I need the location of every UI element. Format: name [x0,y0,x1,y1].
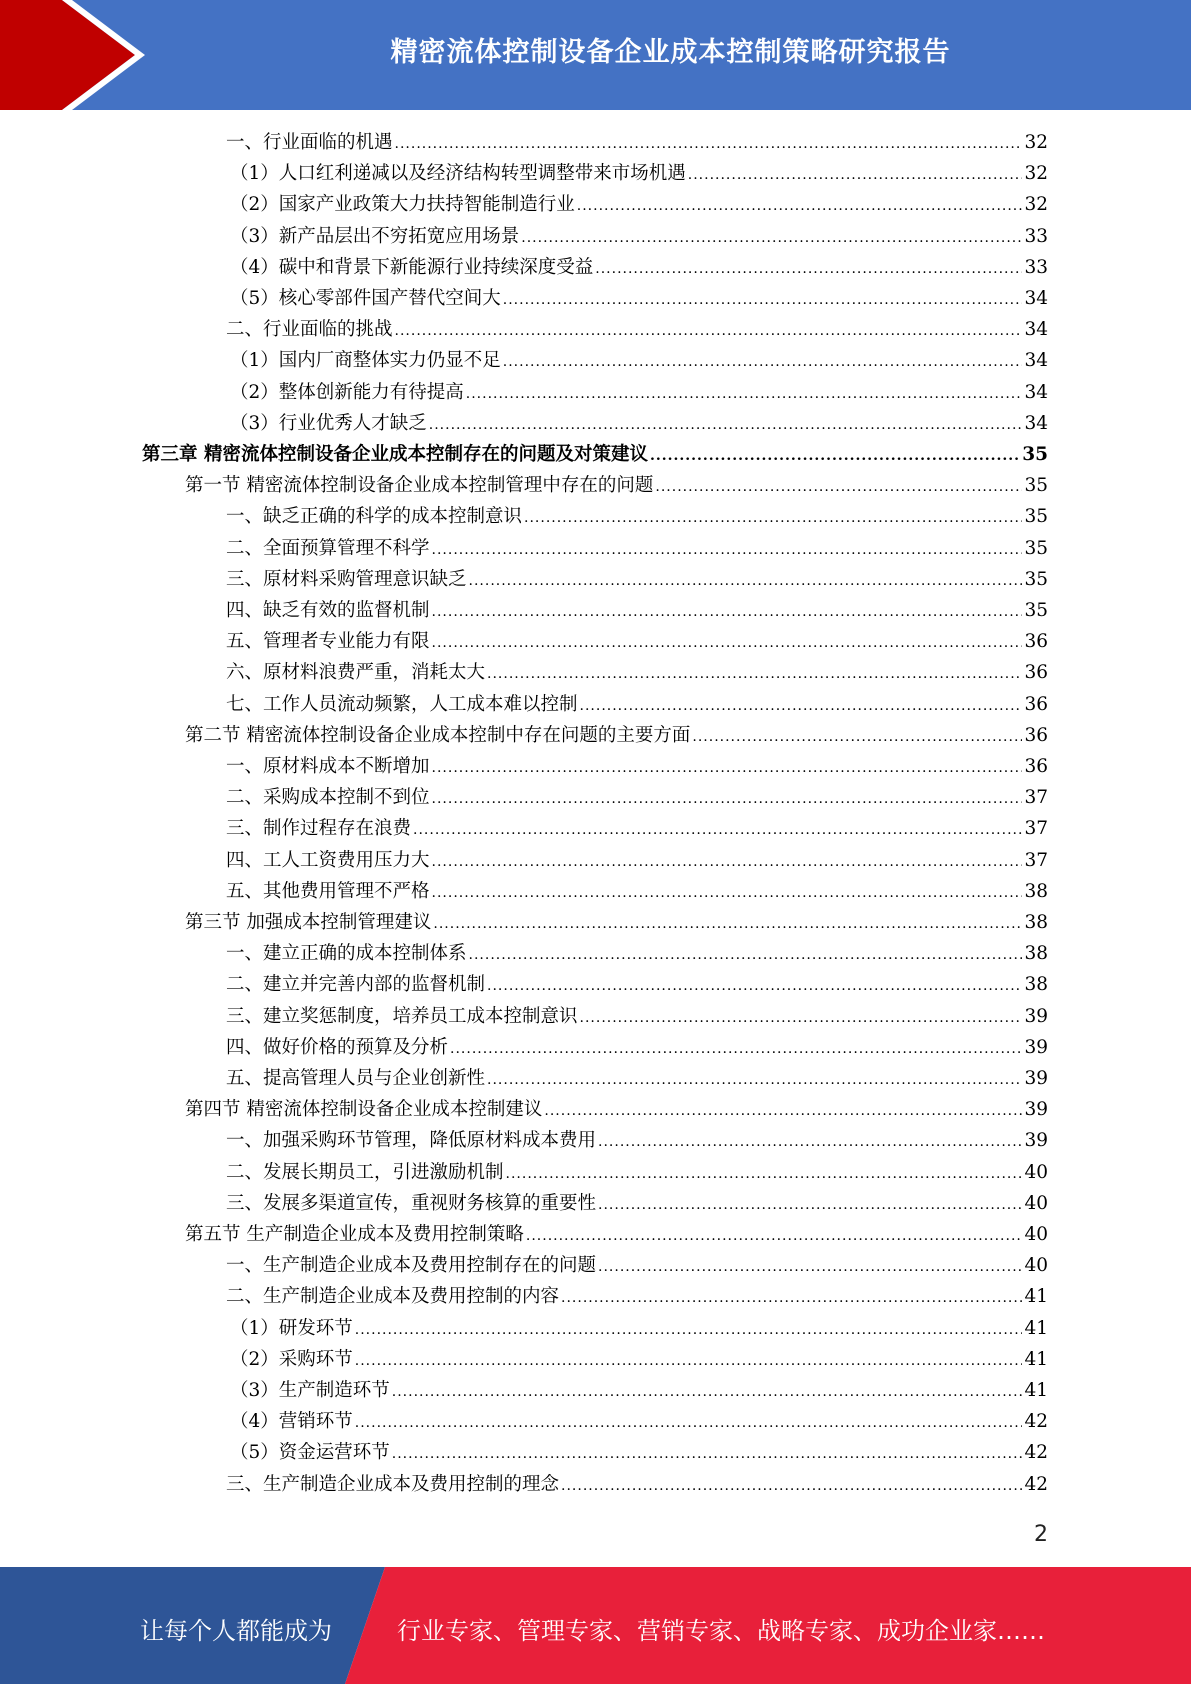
toc-entry-label: 第三节 加强成本控制管理建议 [185,912,432,933]
toc-entry-page: 41 [1024,1348,1048,1370]
document-title: 精密流体控制设备企业成本控制策略研究报告 [390,37,951,68]
toc-entry[interactable] [226,783,1048,809]
toc-entry[interactable] [185,721,1048,747]
toc-entry[interactable] [230,1407,1048,1433]
toc-entry-label: 三、发展多渠道宣传，重视财务核算的重要性 [226,1192,597,1214]
page-footer [0,1567,1191,1684]
toc-entry-page: 39 [1024,1099,1048,1121]
toc-dot-leader [561,1478,1022,1494]
toc-entry-label: （2）整体创新能力有待提高 [230,381,464,403]
toc-dot-leader [466,386,1023,402]
toc-entry[interactable] [226,627,1048,653]
toc-dot-leader [355,1353,1023,1369]
toc-entry[interactable] [230,1438,1048,1464]
toc-entry[interactable] [230,284,1048,310]
toc-entry-page: 39 [1024,1130,1048,1152]
toc-entry-label: 五、提高管理人员与企业创新性 [226,1068,486,1089]
toc-dot-leader [469,573,1023,589]
toc-entry[interactable] [185,1095,1048,1121]
toc-entry-label: 一、原材料成本不断增加 [226,756,430,777]
toc-entry[interactable] [226,1189,1048,1215]
toc-entry[interactable] [226,1033,1048,1059]
toc-entry-label: 一、加强采购环节管理，降低原材料成本费用 [226,1130,597,1152]
toc-dot-leader [688,167,1023,183]
toc-entry-label: 二、发展长期员工，引进激励机制 [226,1161,504,1183]
toc-dot-leader [595,261,1022,277]
toc-dot-leader [503,292,1023,308]
toc-entry-label: （2）国家产业政策大力扶持智能制造行业 [230,194,575,216]
toc-dot-leader [432,760,1023,776]
page-header [0,0,1191,110]
page-number: 2 [1034,1522,1048,1547]
toc-entry-label: （3）行业优秀人才缺乏 [230,412,427,434]
toc-entry[interactable] [226,752,1048,778]
toc-entry-label: （3）新产品层出不穷拓宽应用场景 [230,225,520,247]
toc-entry-label: 六、原材料浪费严重，消耗太大 [226,662,486,684]
toc-entry[interactable] [230,1345,1048,1371]
toc-entry-page: 40 [1024,1224,1048,1245]
toc-entry-label: 三、制作过程存在浪费 [226,818,412,840]
toc-entry[interactable] [226,846,1048,872]
toc-entry-label: （1）人口红利递减以及经济结构转型调整带来市场机遇 [230,163,686,185]
toc-entry[interactable] [230,190,1048,216]
toc-entry-page: 42 [1024,1473,1048,1495]
toc-entry-label: （5）核心零部件国产替代空间大 [230,288,501,309]
toc-entry[interactable] [230,253,1048,279]
toc-entry-page: 34 [1024,319,1048,341]
toc-entry-page: 40 [1024,1255,1048,1277]
toc-dot-leader [655,479,1022,495]
toc-entry-label: 第四节 精密流体控制设备企业成本控制建议 [185,1099,543,1121]
toc-dot-leader [503,354,1023,370]
toc-entry-label: 第二节 精密流体控制设备企业成本控制中存在问题的主要方面 [185,724,691,746]
toc-dot-leader [432,791,1023,807]
toc-dot-leader [355,1322,1023,1338]
toc-dot-leader [432,542,1023,558]
toc-entry[interactable] [226,502,1048,528]
toc-entry-page: 42 [1024,1411,1048,1433]
toc-entry-label: 三、原材料采购管理意识缺乏 [226,568,467,590]
toc-entry[interactable] [226,315,1048,341]
toc-entry-page: 33 [1024,256,1048,278]
toc-entry-label: 一、生产制造企业成本及费用控制存在的问题 [226,1255,597,1277]
toc-dot-leader [395,136,1023,152]
toc-entry[interactable] [226,1126,1048,1152]
toc-entry-page: 36 [1024,631,1048,653]
toc-dot-leader [544,1103,1022,1119]
toc-entry-page: 39 [1024,1036,1048,1058]
toc-dot-leader [395,323,1023,339]
toc-entry-page: 39 [1024,1005,1048,1027]
toc-entry-page: 36 [1024,756,1048,777]
toc-entry-page: 42 [1024,1442,1048,1464]
toc-entry-label: （1）国内厂商整体实力仍显不足 [230,350,501,372]
toc-entry-label: 三、建立奖惩制度，培养员工成本控制意识 [226,1005,578,1027]
toc-entry-page: 39 [1024,1068,1048,1089]
toc-dot-leader [524,510,1022,526]
toc-entry-page: 37 [1024,787,1048,809]
header-chevron-decoration [0,0,160,110]
toc-entry[interactable] [226,534,1048,560]
toc-entry-page: 34 [1024,381,1048,403]
toc-entry[interactable] [226,877,1048,903]
toc-entry-label: 四、做好价格的预算及分析 [226,1036,449,1058]
toc-entry-label: （1）研发环节 [230,1317,353,1339]
toc-dot-leader [650,448,1020,464]
toc-entry-label: 二、全面预算管理不科学 [226,537,430,559]
toc-dot-leader [450,1041,1022,1057]
toc-entry[interactable] [142,440,1048,466]
toc-entry-page: 32 [1024,132,1048,153]
toc-dot-leader [469,947,1023,963]
toc-entry-label: （2）采购环节 [230,1348,353,1370]
toc-entry[interactable] [226,1282,1048,1308]
toc-dot-leader [598,1197,1022,1213]
toc-entry-label: （4）碳中和背景下新能源行业持续深度受益 [230,256,594,278]
toc-dot-leader [526,1228,1023,1244]
toc-entry[interactable] [230,1376,1048,1402]
toc-entry[interactable] [226,658,1048,684]
toc-entry-page: 35 [1024,568,1048,590]
toc-dot-leader [561,1290,1022,1306]
toc-entry-label: （4）营销环节 [230,1411,353,1433]
toc-entry-page: 32 [1024,163,1048,185]
toc-dot-leader [577,198,1023,214]
toc-entry[interactable] [230,1314,1048,1340]
toc-entry[interactable] [230,159,1048,185]
toc-entry-label: 二、采购成本控制不到位 [226,787,430,809]
toc-entry[interactable] [226,596,1048,622]
toc-entry-label: 五、其他费用管理不严格 [226,880,430,902]
toc-entry-label: （5）资金运营环节 [230,1442,390,1464]
toc-dot-leader [487,1072,1022,1088]
toc-entry-label: 二、行业面临的挑战 [226,319,393,341]
toc-entry[interactable] [226,939,1048,965]
toc-entry-page: 37 [1024,849,1048,871]
toc-dot-leader [392,1384,1023,1400]
toc-entry[interactable] [185,1220,1048,1246]
toc-entry[interactable] [226,1251,1048,1277]
toc-entry-label: 第一节 精密流体控制设备企业成本控制管理中存在的问题 [185,475,654,497]
toc-dot-leader [506,1166,1023,1182]
footer-slogan-right: 行业专家、管理专家、营销专家、战略专家、成功企业家…… [397,1617,1045,1645]
toc-dot-leader [580,1010,1023,1026]
toc-dot-leader [429,417,1023,433]
toc-entry-page: 35 [1024,506,1048,528]
toc-dot-leader [487,666,1022,682]
toc-entry-page: 36 [1024,662,1048,684]
toc-entry-label: 七、工作人员流动频繁，人工成本难以控制 [226,693,578,715]
toc-entry[interactable] [226,814,1048,840]
toc-entry[interactable] [230,409,1048,435]
toc-dot-leader [487,978,1022,994]
toc-entry-label: 二、生产制造企业成本及费用控制的内容 [226,1286,560,1308]
toc-dot-leader [392,1446,1023,1462]
toc-dot-leader [432,854,1023,870]
toc-entry[interactable] [226,1158,1048,1184]
toc-entry-page: 33 [1024,225,1048,247]
toc-entry-page: 34 [1024,288,1048,309]
toc-dot-leader [413,822,1022,838]
toc-entry[interactable] [226,970,1048,996]
toc-entry-label: 四、工人工资费用压力大 [226,849,430,871]
toc-dot-leader [433,916,1022,932]
toc-entry[interactable] [226,690,1048,716]
toc-entry-page: 34 [1024,350,1048,372]
toc-entry-page: 38 [1024,880,1048,902]
toc-dot-leader [432,635,1023,651]
toc-dot-leader [521,230,1022,246]
footer-slogan-left: 让每个人都能成为 [140,1617,332,1645]
toc-dot-leader [598,1134,1022,1150]
toc-entry-label: 五、管理者专业能力有限 [226,631,430,653]
toc-entry[interactable] [230,378,1048,404]
toc-entry-page: 36 [1024,693,1048,715]
toc-dot-leader [432,604,1023,620]
toc-entry[interactable] [185,908,1048,934]
toc-entry-label: 四、缺乏有效的监督机制 [226,600,430,621]
toc-dot-leader [355,1415,1023,1431]
toc-entry-page: 35 [1022,444,1048,465]
toc-entry[interactable] [226,565,1048,591]
toc-entry-page: 35 [1024,537,1048,559]
toc-entry-label: 第三章 精密流体控制设备企业成本控制存在的问题及对策建议 [142,444,648,465]
toc-entry-page: 41 [1024,1286,1048,1308]
toc-entry-label: 三、生产制造企业成本及费用控制的理念 [226,1473,560,1495]
toc-entry[interactable] [226,1470,1048,1496]
toc-entry-page: 41 [1024,1317,1048,1339]
toc-entry[interactable] [185,471,1048,497]
toc-entry[interactable] [226,1064,1048,1090]
toc-entry-label: 一、建立正确的成本控制体系 [226,943,467,965]
toc-entry[interactable] [230,346,1048,372]
toc-entry[interactable] [226,1002,1048,1028]
toc-dot-leader [432,885,1023,901]
toc-entry[interactable] [230,222,1048,248]
toc-entry-label: 一、缺乏正确的科学的成本控制意识 [226,506,523,528]
toc-entry-page: 40 [1024,1192,1048,1214]
toc-entry-label: 第五节 生产制造企业成本及费用控制策略 [185,1224,524,1245]
toc-dot-leader [580,698,1023,714]
toc-entry-page: 32 [1024,194,1048,216]
toc-entry-label: 二、建立并完善内部的监督机制 [226,974,486,996]
toc-dot-leader [692,729,1022,745]
toc-entry-page: 34 [1024,412,1048,434]
toc-entry-page: 36 [1024,724,1048,746]
toc-entry-page: 38 [1024,943,1048,965]
toc-dot-leader [598,1259,1022,1275]
toc-entry-page: 41 [1024,1380,1048,1401]
toc-entry-label: 一、行业面临的机遇 [226,132,393,153]
toc-entry-page: 37 [1024,818,1048,840]
toc-entry[interactable] [226,128,1048,154]
toc-entry-page: 38 [1024,912,1048,933]
toc-entry-label: （3）生产制造环节 [230,1380,390,1401]
toc-entry-page: 35 [1024,600,1048,621]
toc-entry-page: 40 [1024,1161,1048,1183]
toc-entry-page: 38 [1024,974,1048,996]
toc-entry-page: 35 [1024,475,1048,497]
